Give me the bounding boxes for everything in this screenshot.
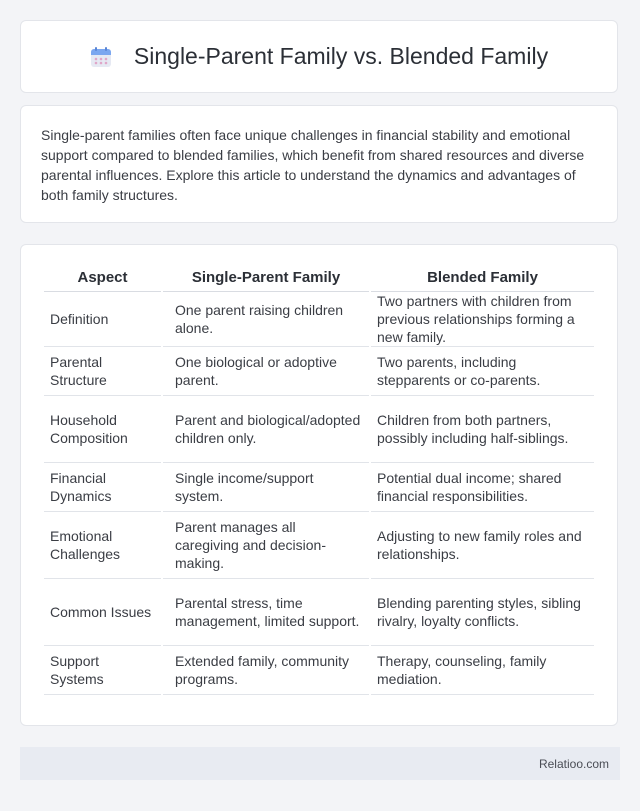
blended-cell: Therapy, counseling, family mediation. — [371, 646, 594, 695]
intro-paragraph: Single-parent families often face unique challenges in financial stability and emotional support compared to blended families, which benefit from shared resources and diverse parental influences. Explore this article to understand the dynamics and advantages of both family structures. — [41, 127, 585, 203]
header-aspect: Aspect — [44, 267, 161, 292]
blended-cell: Potential dual income; shared financial responsibilities. — [371, 463, 594, 512]
single-parent-cell: One biological or adoptive parent. — [163, 347, 369, 396]
table-row — [44, 347, 594, 396]
single-parent-cell: Parent and biological/adopted children only. — [163, 396, 369, 463]
comparison-table — [42, 267, 596, 695]
header-blended: Blended Family — [371, 267, 594, 292]
header-card — [20, 20, 618, 93]
blended-cell: Children from both partners, possibly including half-siblings. — [371, 396, 594, 463]
comparison-table-card — [20, 244, 618, 726]
intro-card — [20, 105, 618, 223]
aspect-cell: Financial Dynamics — [44, 463, 161, 512]
blended-cell: Two partners with children from previous relationships forming a new family. — [371, 292, 594, 347]
aspect-cell: Definition — [44, 292, 161, 347]
single-parent-cell: Single income/support system. — [163, 463, 369, 512]
table-header-row — [44, 267, 594, 292]
aspect-cell: Common Issues — [44, 579, 161, 646]
page-title: Single-Parent Family vs. Blended Family — [133, 43, 549, 69]
footer-bar — [20, 747, 620, 780]
header-single-parent: Single-Parent Family — [163, 267, 369, 292]
single-parent-cell: Parental stress, time management, limited support. — [163, 579, 369, 646]
blended-cell: Two parents, including stepparents or co-parents. — [371, 347, 594, 396]
single-parent-cell: Extended family, community programs. — [163, 646, 369, 695]
single-parent-cell: Parent manages all caregiving and decision-making. — [163, 512, 369, 579]
single-parent-cell: One parent raising children alone. — [163, 292, 369, 347]
blended-cell: Adjusting to new family roles and relationships. — [371, 512, 594, 579]
aspect-cell: Support Systems — [44, 646, 161, 695]
table-row — [44, 512, 594, 579]
table-row — [44, 579, 594, 646]
aspect-cell: Household Composition — [44, 396, 161, 463]
aspect-cell: Parental Structure — [44, 347, 161, 396]
aspect-cell: Emotional Challenges — [44, 512, 161, 579]
calendar-icon — [90, 46, 112, 68]
footer-brand: Relatioo.com — [538, 756, 609, 771]
table-row — [44, 396, 594, 463]
blended-cell: Blending parenting styles, sibling rivalry, loyalty conflicts. — [371, 579, 594, 646]
table-row — [44, 463, 594, 512]
table-row — [44, 292, 594, 347]
table-row — [44, 646, 594, 695]
